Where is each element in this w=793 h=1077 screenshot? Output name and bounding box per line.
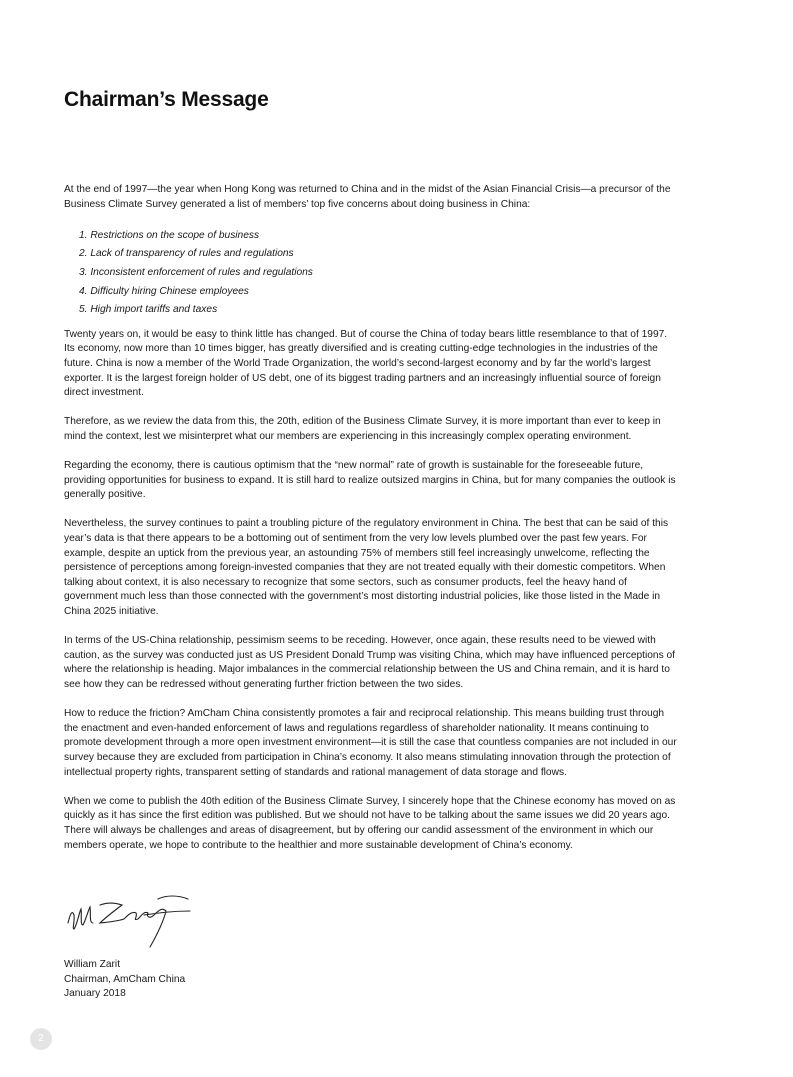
message-body [64, 183, 678, 868]
signer-name: William Zarit [64, 959, 121, 970]
paragraph-twenty-years: Twenty years on, it would be easy to think little has changed. But of course the China of today bears little resemblance to that of 1997. Its economy, now more than 10 times bigger, has greatly diversified and is creating cutting-edge technologies in the industries of the future. China is now a member of the World Trade Organization, the world’s second-largest economy and by far the world’s largest exporter. It is the largest foreign holder of US debt, one of its biggest trading partners and an increasingly influential source of foreign direct investment. [64, 328, 668, 399]
signature-image [62, 885, 202, 955]
signer-role: Chairman, AmCham China [64, 973, 186, 985]
concern-item-1: 1. Restrictions on the scope of business [79, 229, 260, 241]
concern-item-2: 2. Lack of transparency of rules and regulations [79, 248, 294, 260]
signoff-date: January 2018 [64, 988, 126, 1000]
paragraph-us-china: In terms of the US-China relationship, pessimism seems to be receding. However, once again, these results need to be viewed with caution, as the survey was conducted just as US President Donald Trump was visiting China, which may have influenced perceptions of where the relationship is heading. Major imbalances in the commercial relationship between the US and China remain, and it is hard to see how they can be redressed without generating further friction between the two sides. [64, 635, 676, 690]
page-title: Chairman’s Message [64, 88, 269, 111]
paragraph-economy: Regarding the economy, there is cautious optimism that the “new normal” rate of growth is sustainable for the foreseeable future, providing opportunities for business to expand. It is still hard to realize outsized margins in China, but for many companies the outlook is generally positive. [64, 460, 676, 501]
paragraph-40th-edition: When we come to publish the 40th edition of the Business Climate Survey, I sincerely hope that the Chinese economy has moved on as quickly as it has since the first edition was published. But we should not have to be talking about the same issues we did 20 years ago. There will always be challenges and areas of disagreement, but by offering our candid assessment of the environment in which our members operate, we hope to contribute to the healthier and more sustainable development of China’s economy. [64, 795, 676, 851]
signoff-block [64, 958, 185, 1002]
intro-paragraph: At the end of 1997—the year when Hong Kong was returned to China and in the midst of the Asian Financial Crisis—a precursor of the Business Climate Survey generated a list of members’ top five concerns about doing business in China: [64, 184, 671, 210]
concern-item-4: 4. Difficulty hiring Chinese employees [79, 285, 249, 297]
paragraph-context: Therefore, as we review the data from this, the 20th, edition of the Business Climate Survey, it is more important than ever to keep in mind the context, lest we misinterpret what our members are experiencing in this increasingly complex operating environment. [64, 416, 661, 442]
concern-item-3: 3. Inconsistent enforcement of rules and regulations [79, 266, 313, 278]
paragraph-regulatory: Nevertheless, the survey continues to paint a troubling picture of the regulatory environment in China. The best that can be said of this year’s data is that there appears to be a bottoming out of sentiment from the very low levels plumbed over the past few years. For example, despite an uptick from the previous year, an astounding 75% of members still feel increasingly unwelcome, reflecting the persistence of perceptions among foreign-invested companies that they are not treated equally with their domestic competitors. When talking about context, it is also necessary to recognize that some sectors, such as consumer products, feel the heavy hand of government much less than those connected with the government’s most distorting industrial policies, like those listed in the Made in China 2025 initiative. [64, 518, 669, 618]
concern-item-5: 5. High import tariffs and taxes [79, 304, 218, 316]
page-number: 2 [30, 1028, 52, 1050]
top-concerns-list [64, 227, 678, 320]
paragraph-friction: How to reduce the friction? AmCham China consistently promotes a fair and reciprocal relationship. This means building trust through the enactment and even-handed enforcement of laws and regulations regardless of shareholder nationality. It means continuing to promote development through a more open investment environment—it is still the case that countless companies are not included in our survey because they are excluded from participation in China’s economy. It also means stimulating innovation through the protection of intellectual property rights, transparent setting of standards and rational management of data storage and flows. [64, 708, 677, 778]
